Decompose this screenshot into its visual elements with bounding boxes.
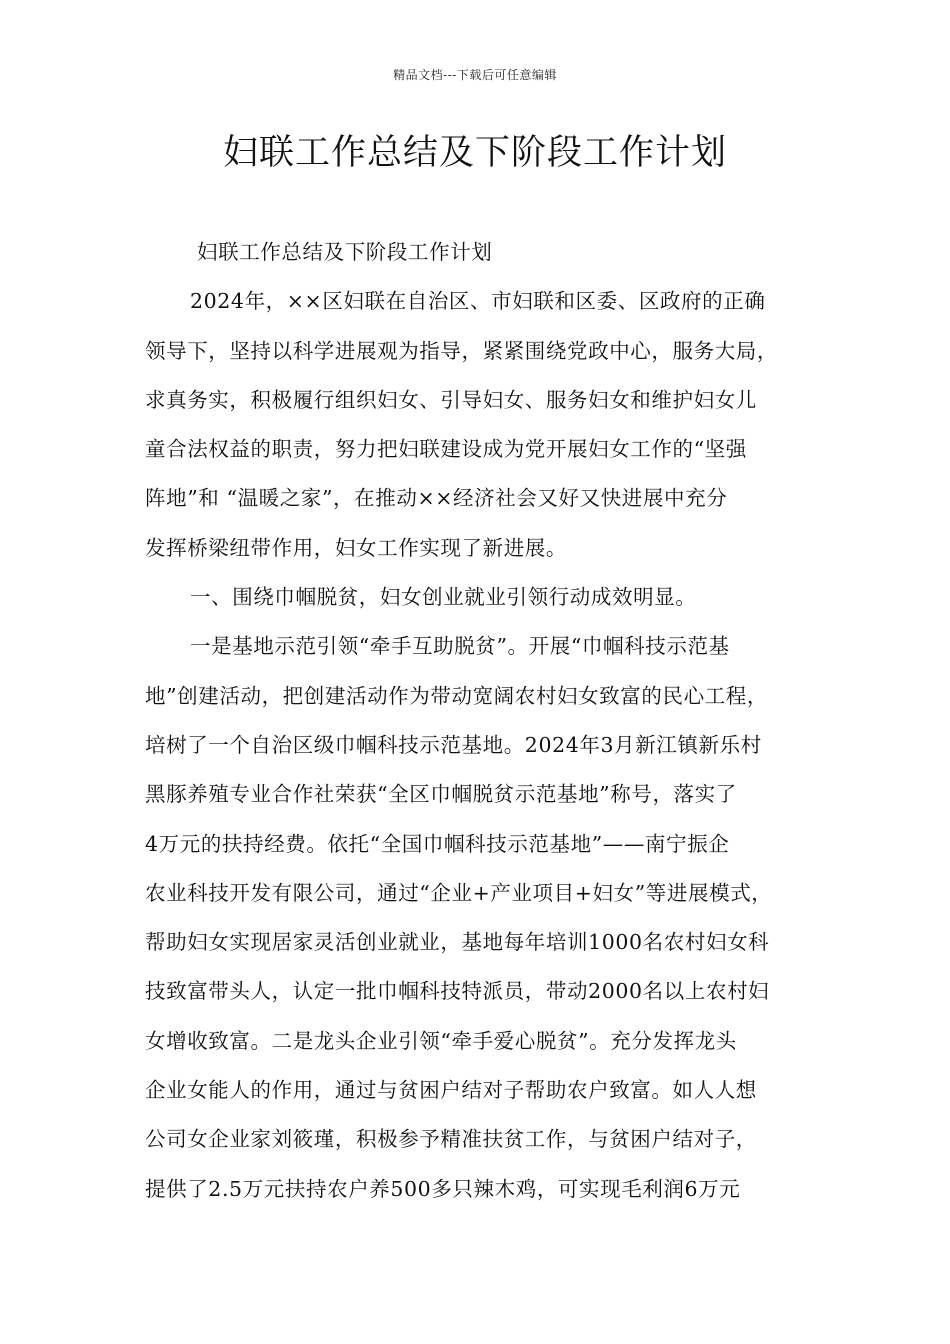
paragraph-line: 公司女企业家刘筱瑾，积极参予精准扶贫工作，与贫困户结对子， [145,1127,757,1152]
paragraph-line: 发挥桥梁纽带作用，妇女工作实现了新进展。 [145,535,567,560]
paragraph-line: 培树了一个自治区级巾帼科技示范基地。2024年3月新江镇新乐村 [145,732,762,757]
paragraph-line: 4万元的扶持经费。依托“全国巾帼科技示范基地”——南宁振企 [145,831,730,856]
paragraph-line: 一、围绕巾帼脱贫，妇女创业就业引领行动成效明显。 [190,585,697,610]
paragraph-line: 地”创建活动，把创建活动作为带动宽阔农村妇女致富的民心工程， [145,683,768,708]
paragraph-line: 童合法权益的职责，努力把妇联建设成为党开展妇女工作的“坚强 [145,437,747,462]
paragraph-line: 提供了2.5万元扶持农户养500多只辣木鸡，可实现毛利润6万元 [145,1176,741,1201]
paragraph-line: 黑豚养殖专业合作社荣获“全区巾帼脱贫示范基地”称号，落实了 [145,782,737,807]
paragraph-line: 企业女能人的作用，通过与贫困户结对子帮助农户致富。如人人想 [145,1078,757,1103]
paragraph-line: 领导下，坚持以科学进展观为指导，紧紧围绕党政中心，服务大局， [145,338,778,363]
paragraph-line: 妇联工作总结及下阶段工作计划 [197,240,493,264]
page-title: 妇联工作总结及下阶段工作计划 [222,133,727,173]
paragraph-line: 阵地”和 “温暖之家”，在推动××经济社会又好又快进展中充分 [145,486,728,511]
paragraph-line: 一是基地示范引领“牵手互助脱贫”。开展“巾帼科技示范基 [190,634,730,659]
paragraph-line: 2024年，××区妇联在自治区、市妇联和区委、区政府的正确 [190,289,766,314]
paragraph-line: 帮助妇女实现居家灵活创业就业，基地每年培训1000名农村妇女科 [145,930,770,955]
paragraph-line: 女增收致富。二是龙头企业引领“牵手爱心脱贫”。充分发挥龙头 [145,1028,737,1053]
paragraph-line: 技致富带头人，认定一批巾帼科技特派员，带动2000名以上农村妇 [145,979,770,1004]
header-note: 精品文档---下载后可任意编辑 [393,68,557,82]
body-text [145,228,810,1214]
paragraph-line: 求真务实，积极履行组织妇女、引导妇女、服务妇女和维护妇女儿 [145,387,757,412]
paragraph-line: 农业科技开发有限公司，通过“企业+产业项目+妇女”等进展模式， [145,880,773,905]
